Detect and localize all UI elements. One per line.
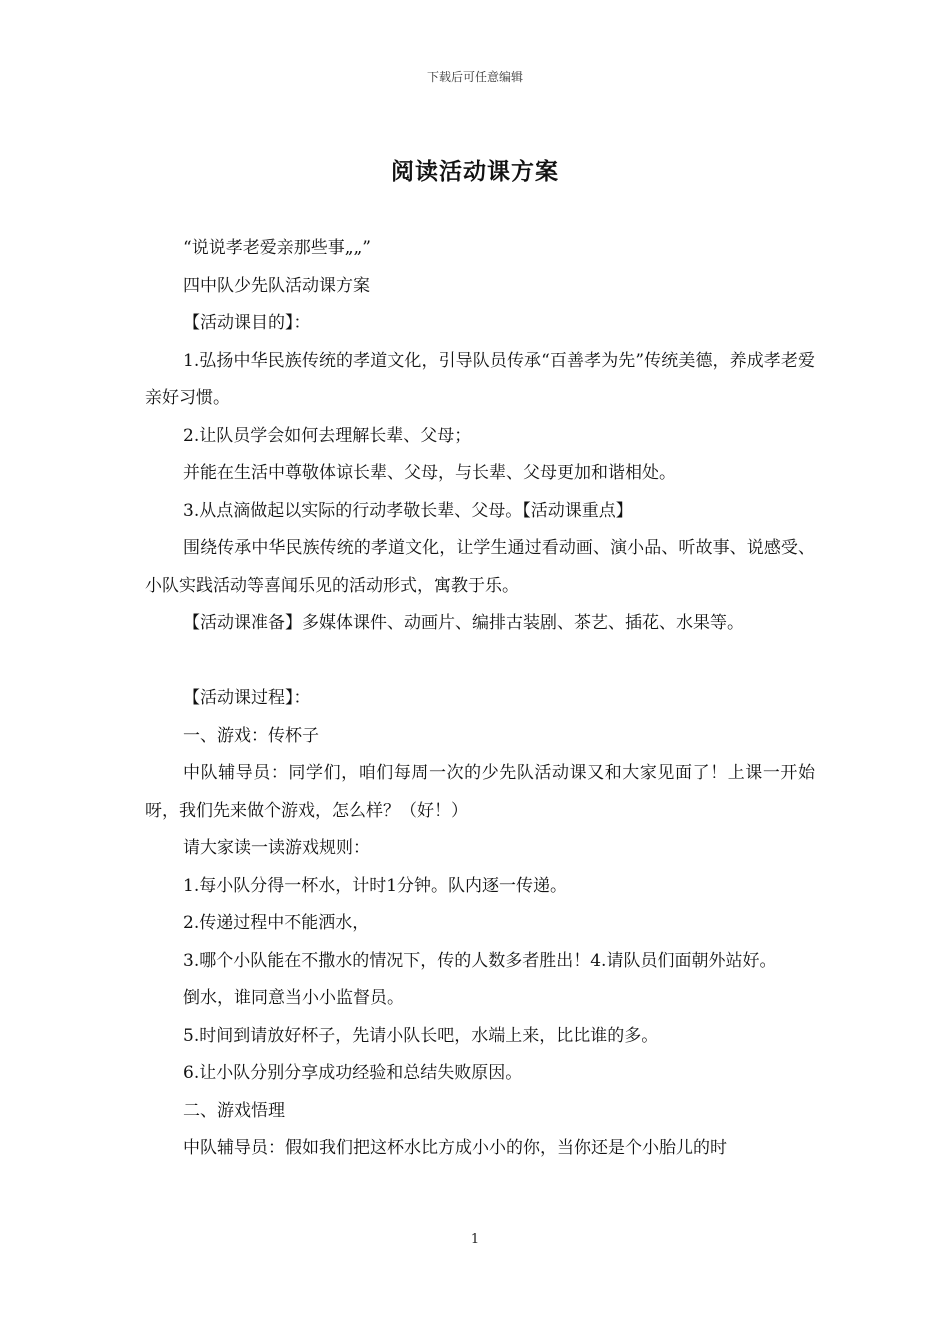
- paragraph: 中队辅导员：同学们，咱们每周一次的少先队活动课又和大家见面了！上课一开始呀，我们先来做个游戏，怎么样？（好！）: [145, 763, 815, 821]
- paragraph: 请大家读一读游戏规则：: [183, 838, 370, 858]
- paragraph: 1.弘扬中华民族传统的孝道文化，引导队员传承“百善孝为先”传统美德，养成孝老爱亲好习惯。: [145, 350, 815, 408]
- paragraph: 围绕传承中华民族传统的孝道文化，让学生通过看动画、演小品、听故事、说感受、小队实践活动等喜闻乐见的活动形式，寓教于乐。: [145, 538, 815, 596]
- document-title: 阅读活动课方案: [391, 159, 559, 185]
- paragraph: 3.从点滴做起以实际的行动孝敬长辈、父母。【活动课重点】: [183, 500, 633, 521]
- paragraph: 中队辅导员：假如我们把这杯水比方成小小的你，当你还是个小胎儿的时: [183, 1138, 727, 1158]
- page-number: 1: [470, 1232, 480, 1247]
- document-body: [145, 230, 815, 1168]
- paragraph: 3.哪个小队能在不撒水的情况下，传的人数多者胜出！4.请队员们面朝外站好。: [183, 950, 777, 971]
- paragraph: 二、游戏悟理: [183, 1100, 285, 1121]
- paragraph: 1.每小队分得一杯水，计时1分钟。队内逐一传递。: [183, 875, 568, 896]
- paragraph: 倒水，谁同意当小小监督员。: [183, 988, 404, 1008]
- paragraph: 6.让小队分别分享成功经验和总结失败原因。: [183, 1063, 523, 1083]
- paragraph: 2.传递过程中不能洒水，: [183, 913, 370, 933]
- paragraph: 【活动课目的】：: [183, 313, 311, 333]
- paragraph: 一、游戏：传杯子: [183, 725, 319, 746]
- paragraph: 5.时间到请放好杯子，先请小队长吧，水端上来，比比谁的多。: [183, 1025, 659, 1046]
- paragraph: “说说孝老爱亲那些事„„”: [183, 238, 371, 258]
- paragraph: 【活动课过程】：: [183, 688, 311, 708]
- paragraph: 四中队少先队活动课方案: [183, 275, 370, 296]
- header-note: 下载后可任意编辑: [426, 70, 523, 84]
- paragraph: 并能在生活中尊敬体谅长辈、父母，与长辈、父母更加和谐相处。: [183, 463, 676, 483]
- paragraph: 【活动课准备】多媒体课件、动画片、编排古装剧、茶艺、插花、水果等。: [183, 613, 744, 633]
- blank-line: [145, 643, 815, 681]
- paragraph: 2.让队员学会如何去理解长辈、父母；: [183, 425, 472, 446]
